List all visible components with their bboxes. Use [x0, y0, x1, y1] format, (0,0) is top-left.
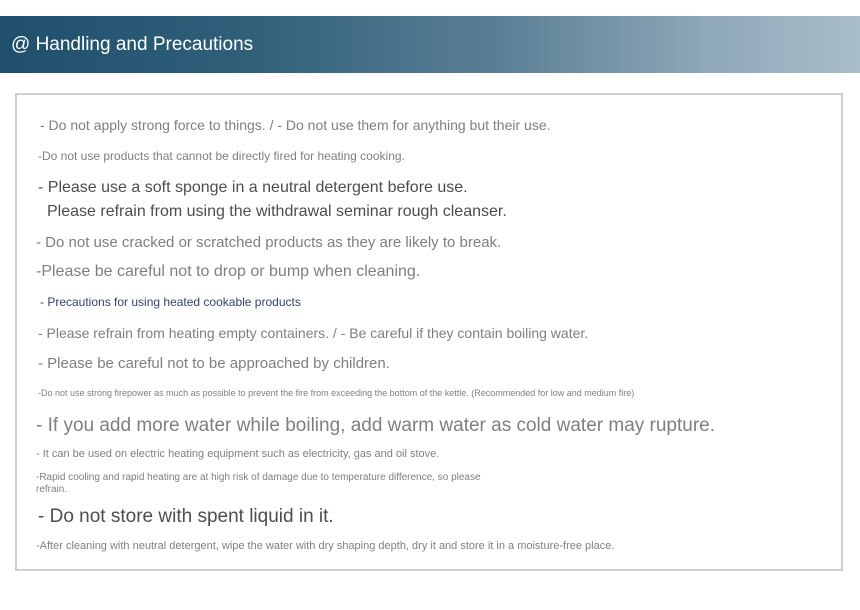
precaution-line: -After cleaning with neutral detergent, wipe the water with dry shaping depth, dry it and store it in a moisture-free place.	[36, 540, 615, 552]
precaution-subheading: - Precautions for using heated cookable products	[40, 295, 301, 309]
precaution-line: -Please be careful not to drop or bump when cleaning.	[36, 263, 421, 280]
precaution-line: - Please use a soft sponge in a neutral detergent before use.	[38, 179, 468, 196]
precaution-line: -Do not use products that cannot be directly fired for heating cooking.	[38, 149, 405, 163]
precaution-line: -Rapid cooling and rapid heating are at high risk of damage due to temperature difference, so please	[36, 472, 481, 483]
precaution-line: - Do not apply strong force to things. / - Do not use them for anything but their use.	[40, 117, 551, 133]
precaution-line: - It can be used on electric heating equipment such as electricity, gas and oil stove.	[36, 448, 440, 460]
precaution-line: - If you add more water while boiling, add warm water as cold water may rupture.	[36, 415, 716, 436]
precaution-line: refrain.	[36, 484, 68, 495]
page-title: @ Handling and Precautions	[11, 34, 254, 55]
precaution-line: - Do not use cracked or scratched products as they are likely to break.	[36, 234, 502, 251]
precaution-line: - Please refrain from heating empty containers. / - Be careful if they contain boiling water.	[38, 325, 589, 341]
precaution-line: -Do not use strong firepower as much as possible to prevent the fire from exceeding the bottom of the kettle. (Recommended for low and medium fire)	[38, 388, 635, 398]
header-bar	[0, 16, 860, 73]
precaution-line: - Please be careful not to be approached by children.	[38, 355, 390, 372]
precaution-line: Please refrain from using the withdrawal seminar rough cleanser.	[47, 203, 507, 220]
precaution-line: - Do not store with spent liquid in it.	[38, 506, 334, 527]
